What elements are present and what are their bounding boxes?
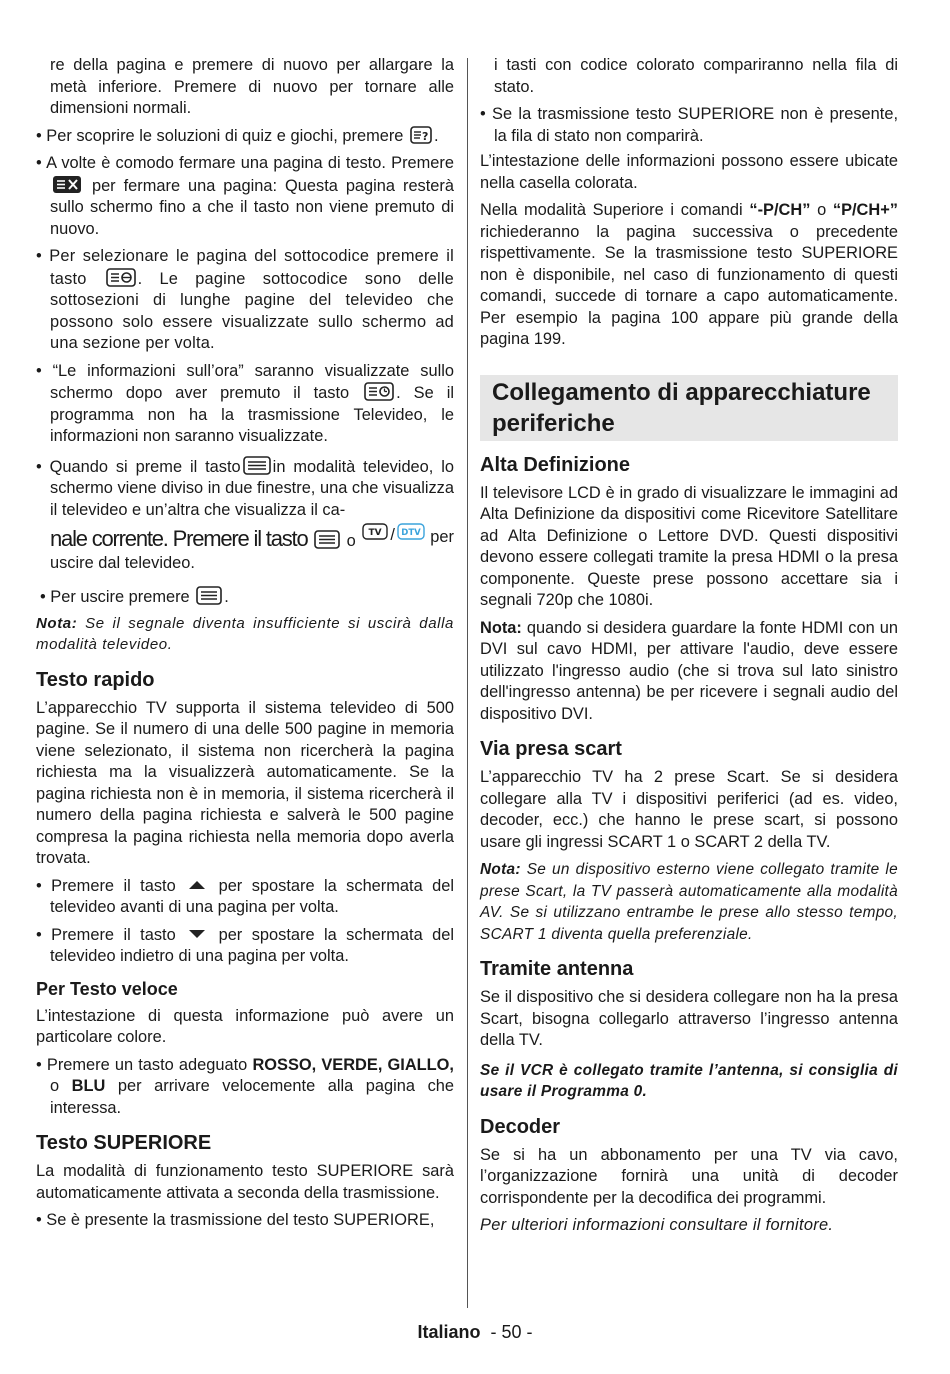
note-label: Nota: <box>480 618 522 637</box>
page-footer <box>0 1322 950 1343</box>
bullet-text: per arrivare velocemente alla pagina che interessa. <box>50 1077 454 1117</box>
paragraph-scart: L’apparecchio TV ha 2 prese Scart. Se si desidera collegare alla TV i dispositivi periferici (ad es. video, decoder, ecc.) che hanno le prese scart, si possono usare gli ingressi SCART 1 o SCART 2 della TV. <box>480 768 898 851</box>
heading-testo-superiore: Testo SUPERIORE <box>36 1132 212 1154</box>
color-keys-label: ROSSO, VERDE, GIALLO, <box>252 1055 454 1074</box>
paragraph-continuation: i tasti con codice colorato compariranno nella fila di stato. <box>494 56 898 96</box>
bullet-quiz <box>36 126 454 148</box>
arrow-up-icon <box>187 880 207 890</box>
teletext-mix-icon <box>314 530 340 549</box>
bullet-page-down <box>36 925 454 968</box>
note-label: Nota: <box>36 614 78 632</box>
paragraph-per-testo-veloce: L’intestazione di questa informazione può avere un particolare colore. <box>36 1006 454 1046</box>
bullet-superiore: • Se è presente la trasmissione del testo SUPERIORE, <box>36 1211 435 1229</box>
heading-alta-definizione: Alta Definizione <box>480 453 631 476</box>
note-text: quando si desidera guardare la fonte HDMI con un DVI sul cavo HDMI, per attivare l'audio, deve essere utilizzato l'ingresso audio (che si trova sul lato sinistro dell'ingresso antenna) be per ricevere i segnali audio del dispositivo DVI. <box>480 618 898 723</box>
command-label: “P/CH+” <box>832 201 898 219</box>
bullet-text: o <box>50 1077 72 1095</box>
bullet-hold <box>36 153 454 240</box>
teletext-hold-icon <box>52 175 82 194</box>
bullet-text: o <box>346 532 356 550</box>
footer-language: Italiano <box>417 1322 481 1342</box>
bullet-subcode <box>36 246 454 355</box>
bullet-text: . Se il programma non ha la trasmissione Televideo, le informazioni non saranno visualizzate. <box>50 384 454 445</box>
right-column <box>480 55 898 1237</box>
teletext-time-icon <box>364 382 394 401</box>
bullet-text: • Premere il tasto <box>36 925 176 944</box>
svg-text:TV: TV <box>368 528 382 538</box>
bullet-text: . <box>433 126 439 145</box>
paragraph-text: richiederanno la pagina successiva o precedente rispettivamente. Se la trasmissione testo SUPERIORE non è disponibile, nel caso di funzionamento di questi comandi, succede di tornare a capo automaticamente. Per esempio la pagina 100 appare più grande della pagina 199. <box>480 222 898 348</box>
bullet-text: • Premere il tasto <box>36 876 176 895</box>
slash-separator: / <box>390 526 395 544</box>
command-label: “-P/CH” <box>749 201 811 219</box>
blue-key-label: BLU <box>71 1077 106 1095</box>
note-hdmi <box>480 618 898 726</box>
svg-text:?: ? <box>421 129 429 143</box>
note-scart <box>480 859 898 945</box>
heading-tramite-antenna: Tramite antenna <box>480 958 634 980</box>
paragraph-antenna: Se il dispositivo che si desidera collegare non ha la presa Scart, bisogna collegarlo attraverso l’ingresso antenna della TV. <box>480 988 898 1049</box>
paragraph-testo-superiore: La modalità di funzionamento testo SUPERIORE sarà automaticamente attivata a seconda della trasmissione. <box>36 1162 454 1202</box>
note-label: Nota: <box>480 861 521 878</box>
tv-button-icon <box>362 523 388 540</box>
paragraph-decoder: Se si ha un abbonamento per una TV via cavo, l’organizzazione fornirà una unità di decoder corrispondente per la decodifica dei programmi. <box>480 1145 898 1207</box>
paragraph-text: o <box>810 201 833 219</box>
heading-per-testo-veloce: Per Testo veloce <box>36 978 178 999</box>
bullet-exit <box>36 586 454 609</box>
svg-text:DTV: DTV <box>401 528 421 538</box>
bullet-text: . <box>224 588 229 606</box>
bullet-time <box>36 361 454 448</box>
note-signal <box>36 613 454 656</box>
note-vcr: Se il VCR è collegato tramite l’antenna, si consiglia di usare il Programma 0. <box>480 1061 898 1100</box>
bullet-page-up <box>36 876 454 919</box>
heading-via-presa-scart: Via presa scart <box>480 738 622 760</box>
teletext-mix-icon <box>243 456 271 475</box>
paragraph-intestazione: L’intestazione delle informazioni possono essere ubicate nella casella colorata. <box>480 152 898 192</box>
bullet-text: • A volte è comodo fermare una pagina di testo. Premere <box>36 154 454 172</box>
column-divider <box>467 58 468 1308</box>
teletext-subcode-icon <box>106 268 136 287</box>
section-title: Collegamento di apparecchiature periferiche <box>480 375 898 441</box>
bullet-text: per <box>430 528 454 546</box>
bullet-text: • Quando si preme il tasto <box>36 457 241 476</box>
heading-decoder: Decoder <box>480 1115 561 1138</box>
bullet-text: • “Le informazioni sull’ora” saranno visualizzate sullo schermo dopo aver premuto il tasto <box>36 361 454 402</box>
bullet-text: • Per scoprire le soluzioni di quiz e giochi, premere <box>36 126 404 145</box>
bullet-text: • Premere un tasto adeguato <box>36 1055 253 1074</box>
bullet-text: • Per selezionare le pagina del sottocodice premere il tasto <box>36 247 454 288</box>
bullet-no-superiore: • Se la trasmissione testo SUPERIORE non è presente, la fila di stato non comparirà. <box>480 105 898 145</box>
bullet-text: . Le pagine sottocodice sono delle sottosezioni di lunghe pagine del televideo che possono solo essere visualizzate sullo schermo ad una sezione per volta. <box>50 269 454 352</box>
bullet-color-keys <box>36 1055 454 1120</box>
paragraph-testo-rapido: L’apparecchio TV supporta il sistema televideo di 500 pagine. Se il numero di una delle 500 pagine in memoria viene selezionato, il sistema non ricercherà la pagina richiesta ma la visualizzerà automaticamente. Se la pagina richiesta non è in memoria, il sistema ricercherà il numero della pagina richiesta e salverà le 500 pagine compresa la pagina richiesta nella memoria dopo averla trovata. <box>36 698 454 867</box>
paragraph-superiore-mode <box>480 200 898 351</box>
paragraph-text: Nella modalità Superiore i comandi <box>480 201 750 219</box>
bullet-text: per spostare la schermata del televideo indietro di una pagina per volta. <box>50 925 454 965</box>
teletext-mix-icon <box>196 586 222 605</box>
page-number: - 50 - <box>490 1322 533 1342</box>
paragraph-alta-definizione: Il televisore LCD è in grado di visualizzare le immagini ad Alta Definizione da dispositivi come Ricevitore Satellitare ad Alta Definizione o Lettore DVD. Questi dispositivi devono essere collegati tramite la presa HDMI o la presa componente. Queste prese possono accettare sia i segnali 720p che 1080i. <box>480 483 898 609</box>
bullet-text-large: nale corrente. Premere il tasto <box>50 526 308 551</box>
bullet-text: uscire dal televideo. <box>50 553 195 572</box>
bullet-text: in modalità televideo, lo schermo viene diviso in due finestre, una che visualizza il televideo e un’altra che visualizza il ca- <box>50 457 454 519</box>
heading-testo-rapido: Testo rapido <box>36 668 155 691</box>
bullet-text: • Per uscire premere <box>40 588 190 606</box>
bullet-text: per spostare la schermata del televideo avanti di una pagina per volta. <box>50 876 454 916</box>
paragraph-fornitore: Per ulteriori informazioni consultare il fornitore. <box>480 1216 834 1234</box>
bullet-text: per fermare una pagina: Questa pagina resterà sullo schermo fino a che il tasto non viene premuto di nuovo. <box>50 176 454 238</box>
note-text: Se il segnale diventa insufficiente si uscirà dalla modalità televideo. <box>36 614 454 653</box>
note-text: Se un dispositivo esterno viene collegato tramite le prese Scart, la TV passerà automaticamente alla modalità AV. Se si utilizzano entrambe le prese allo stesso tempo, SCART 1 diventa quella preferenziale. <box>480 861 898 943</box>
paragraph-continuation: re della pagina e premere di nuovo per allargare la metà inferiore. Premere di nuovo per tornare alle dimensioni normali. <box>50 56 454 117</box>
arrow-down-icon <box>187 929 207 939</box>
dtv-button-icon <box>397 523 425 540</box>
left-column <box>36 55 454 1232</box>
teletext-reveal-icon <box>410 126 432 144</box>
bullet-mix <box>36 456 454 522</box>
bullet-mix-continued <box>36 523 454 553</box>
